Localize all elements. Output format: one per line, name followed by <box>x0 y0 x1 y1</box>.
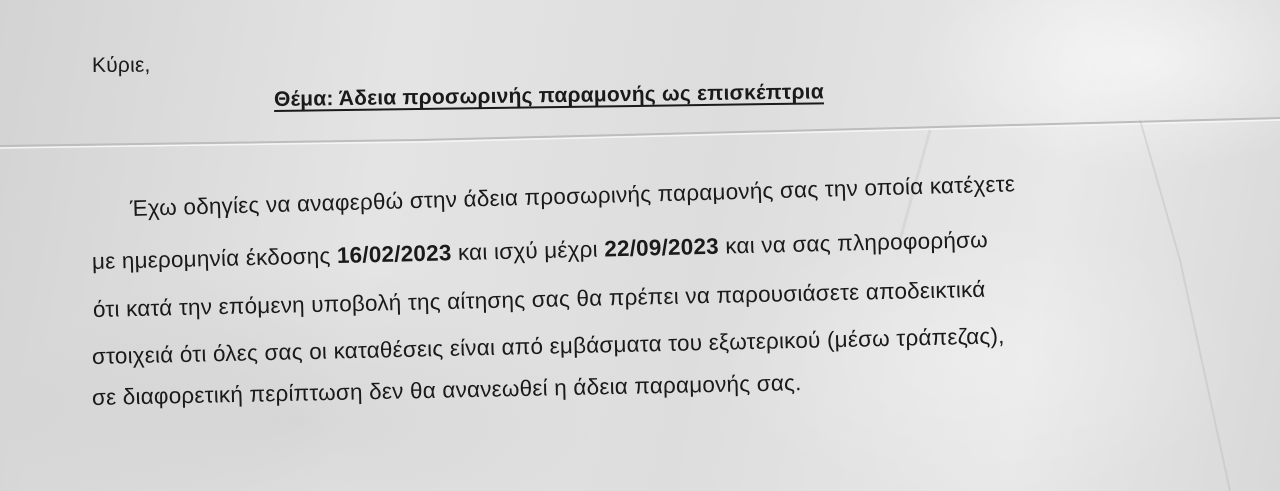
body-line-2-start: με ημερομηνία έκδοσης <box>91 243 338 274</box>
salutation: Κύριε, <box>91 53 151 77</box>
body-line-4: στοιχειά ότι όλες σας οι καταθέσεις είναι από εμβάσματα του εξωτερικού (μέσω τράπεζας), <box>91 323 1005 369</box>
body-line-2-middle: και ισχύ μέχρι <box>451 236 605 266</box>
body-line-5: σε διαφορετική περίπτωση δεν θα ανανεωθεί η άδεια παραμονής σας. <box>91 370 802 410</box>
body-line-1: Έχω οδηγίες να αναφερθώ στην άδεια προσωρινής παραμονής σας την οποία κατέχετε <box>129 171 1016 221</box>
issue-date: 16/02/2023 <box>336 240 452 269</box>
letter-subject: Θέμα: Άδεια προσωρινής παραμονής ως επισκέπτρια <box>273 80 825 111</box>
body-line-2-end: και να σας πληροφορήσω <box>718 227 989 259</box>
valid-until-date: 22/09/2023 <box>603 233 720 262</box>
body-line-3: ότι κατά την επόμενη υποβολή της αίτησης σας θα πρέπει να παρουσιάσετε αποδεικτικά <box>92 276 986 322</box>
body-line-2 <box>92 227 988 275</box>
